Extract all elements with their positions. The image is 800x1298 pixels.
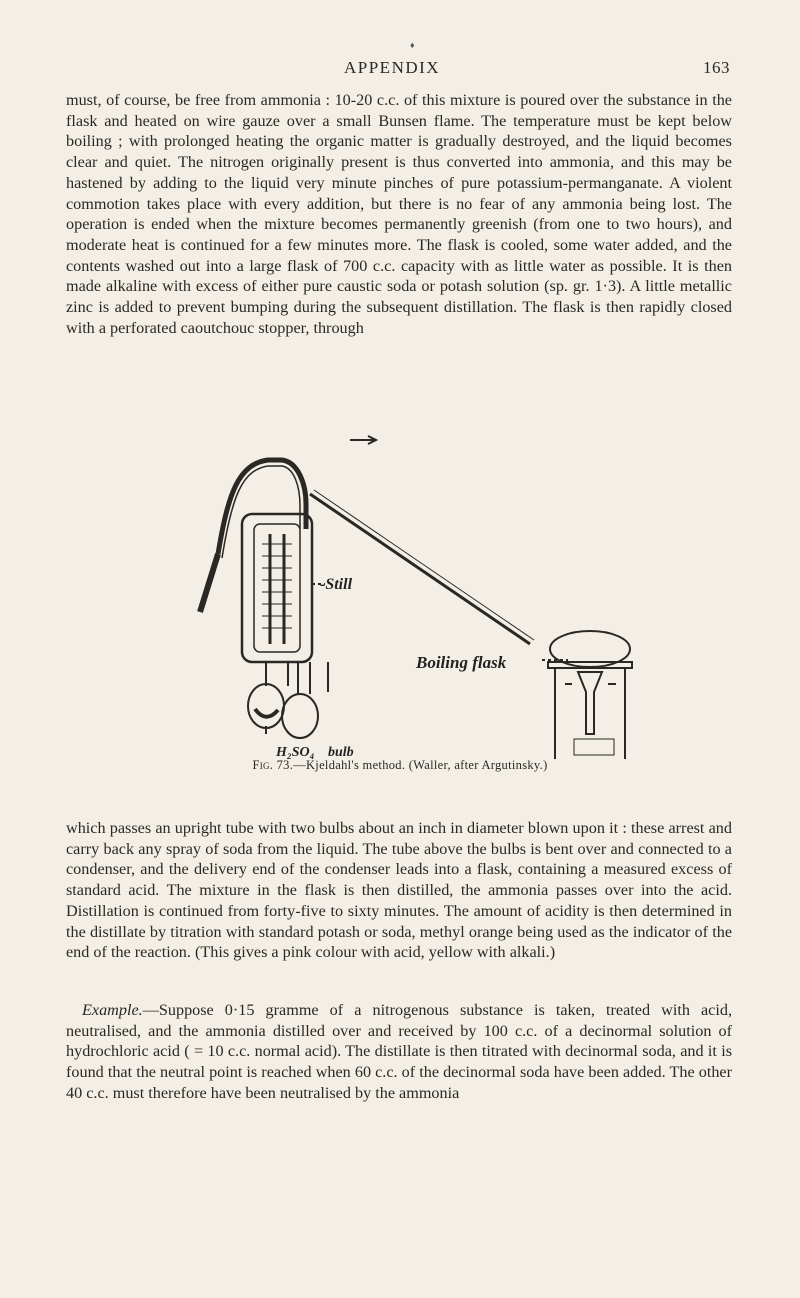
condenser-still xyxy=(242,514,312,662)
bulb-label: bulb xyxy=(328,745,354,759)
figure-number: Fig. 73. xyxy=(252,758,294,772)
page-number: 163 xyxy=(703,58,730,77)
example-label: Example. xyxy=(82,1001,143,1019)
h2so4-bulb xyxy=(248,684,284,728)
figure-caption xyxy=(0,758,800,773)
boiling-flask-label: Boiling flask xyxy=(416,653,507,672)
running-head-title: APPENDIX xyxy=(344,58,441,77)
h2so4-label: H₂SO₄ xyxy=(276,745,315,759)
still-label: -Still xyxy=(320,576,353,593)
connecting-tube xyxy=(310,494,530,644)
bullet-mark: ♦ xyxy=(410,40,415,50)
example-body: —Suppose 0·15 gramme of a nitrogenous substance is taken, treated with acid, neutralised, and the ammonia distilled over and received by 100 c.c. of a decinormal solution of hydrochloric acid ( = 10 c.c. normal acid). The distillate is then titrated with decinormal soda, and it is found that the neutral point is reached when 60 c.c. of the decinormal soda have been added. The other 40 c.c. must therefore have been neutralised by the ammonia xyxy=(66,1001,732,1102)
paragraph-2: which passes an upright tube with two bulbs about an inch in diameter blown upon it : these arrest and carry back any spray of soda from the liquid. The tube above the bulbs is bent over and connected to a condenser, and the delivery end of the condenser leads into a flask, containing a measured excess of standard acid. The mixture in the flask is then distilled, the ammonia passes over into the acid. Distillation is continued from forty-five to sixty minutes. The amount of acidity is then determined in the distillate by titration with standard potash or soda, methyl orange being used as the indicator of the end of the reaction. (This gives a pink colour with acid, yellow with alkali.) xyxy=(66,819,732,962)
kjeldahl-apparatus-figure xyxy=(170,434,670,759)
figure-caption-text: —Kjeldahl's method. (Waller, after Argutinsky.) xyxy=(293,758,548,772)
flow-arrow xyxy=(350,436,376,444)
paragraph-1: must, of course, be free from ammonia : 10-20 c.c. of this mixture is poured over the substance in the flask and heated on wire gauze over a small Bunsen flame. The temperature must be kept below boiling ; with prolonged heating the organic matter is gradually destroyed, and the liquid becomes clear and quiet. The nitrogen originally present is thus converted into ammonia, and this may be hastened by adding to the liquid very minute pinches of pure potassium-permanganate. A violent commotion takes place with every addition, but there is no fear of any ammonia being lost. The operation is ended when the mixture becomes permanently greenish (from one to two hours), and moderate heat is continued for a few minutes more. The flask is cooled, some water added, and the contents washed out into a large flask of 700 c.c. capacity with as little water as possible. It is then made alkaline with excess of either pure caustic soda or potash solution (sp. gr. 1·3). A little metallic zinc is added to prevent bumping during the subsequent distillation. The flask is then rapidly closed with a perforated caoutchouc stopper, through xyxy=(66,91,732,337)
paragraph-3 xyxy=(66,1000,732,1104)
